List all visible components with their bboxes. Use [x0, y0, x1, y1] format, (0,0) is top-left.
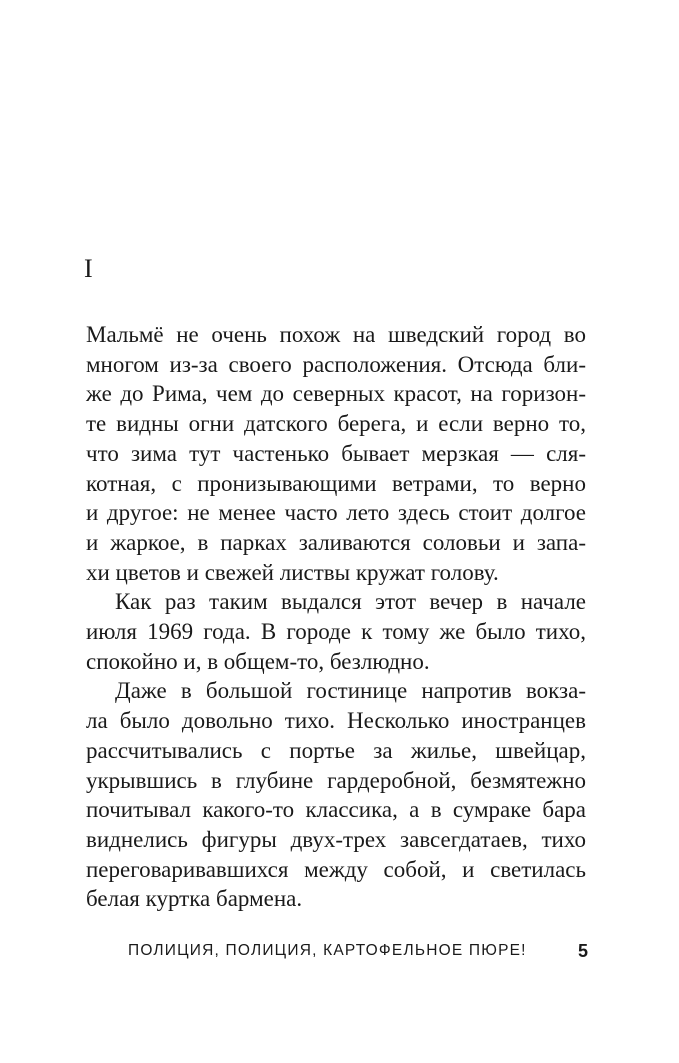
paragraph-2-line: спокойно и, в общем-то, безлюдно.	[86, 648, 430, 674]
paragraph-2-line: Как раз таким выдался этот вечер в начале	[115, 589, 586, 615]
paragraph-3-line: переговаривавшихся между собой, и светилась	[86, 856, 586, 882]
paragraph-3-line: укрывшись в глубине гардеробной, безмятежно	[86, 767, 586, 793]
paragraph-1-line: Мальмё не очень похож на шведский город во	[86, 322, 586, 347]
chapter-number: I	[84, 254, 93, 283]
paragraph-3-line: белая куртка бармена.	[86, 886, 303, 912]
paragraph-1-line: котная, с пронизывающими ветрами, то верно	[86, 470, 586, 496]
paragraph-3-line: рассчитывались с портье за жилье, швейцар,	[86, 737, 586, 763]
paragraph-1-line: те видны огни датского берега, и если верно то,	[86, 411, 586, 437]
paragraph-3-line: виднелись фигуры двух-трех завсегдатаев, тихо	[86, 826, 586, 852]
paragraph-1-line: же до Рима, чем до северных красот, на горизон-	[86, 381, 586, 407]
running-footer	[128, 939, 588, 963]
paragraph-2-line: июля 1969 года. В городе к тому же было тихо,	[86, 619, 586, 645]
page-number: 5	[577, 940, 588, 961]
paragraph-1-line: хи цветов и свежей листвы кружат голову.	[86, 559, 499, 585]
paragraph-1-line: и жаркое, в парках заливаются соловьи и запа-	[86, 529, 586, 555]
paragraph-3-line: почитывал какого-то классика, а в сумраке бара	[86, 797, 586, 823]
paragraph-1-line: и другое: не менее часто лето здесь стоит долгое	[86, 500, 586, 526]
body-text	[86, 320, 586, 914]
paragraph-3-line: ла было довольно тихо. Несколько иностранцев	[86, 708, 586, 734]
paragraph-3-line: Даже в большой гостинице напротив вокза-	[115, 678, 586, 704]
paragraph-1-line: что зима тут частенько бывает мерзкая — сля-	[86, 440, 586, 466]
running-title: ПОЛИЦИЯ, ПОЛИЦИЯ, КАРТОФЕЛЬНОЕ ПЮРЕ!	[128, 942, 527, 959]
paragraph-1-line: многом из-за своего расположения. Отсюда бли-	[86, 351, 586, 377]
